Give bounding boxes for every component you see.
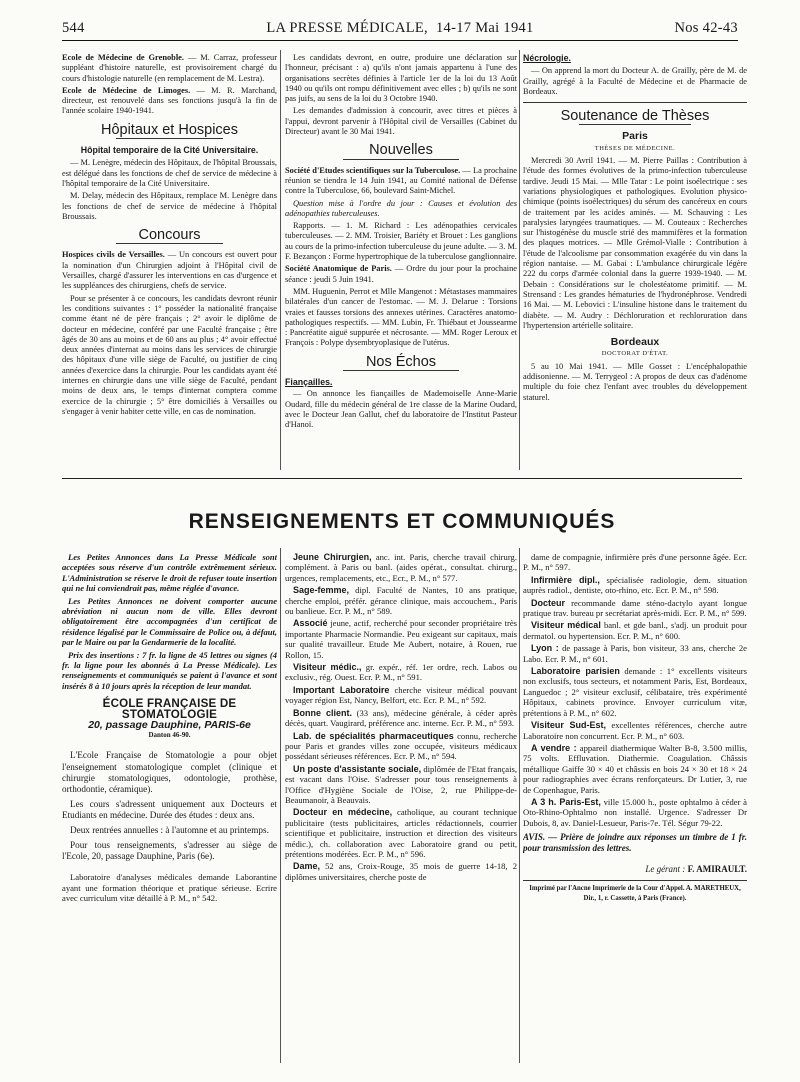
classified-ad xyxy=(523,797,747,828)
page-number: 544 xyxy=(62,20,85,36)
classified-ad-heading: Visiteur médic., xyxy=(293,662,362,673)
grenoble-text: — M. Carraz, professeur suppléant d'histoire naturelle, est provisoirement chargé du cours d'histologie naturelle (en remplacement de M. Lestra). xyxy=(62,53,277,83)
column-2 xyxy=(285,53,517,470)
classified-ad-text: diplômée de l'Etat français, est vacant dans l'Oise. S'adresser pour tous renseignements à l'Office d'Hygiène Sociale de l'Oise, 2, rue Philippe-de-Beaumanoir, à Beauvais. xyxy=(285,763,517,805)
gerant-name: F. AMIRAULT. xyxy=(687,863,747,874)
ecole-paragraph-1: L'Ecole Française de Stomatologie a pour objet l'enseignement stomatologique complet (clinique et chirurgie stomatologiques, odontologie, prothèse, orthodontie, céramique). xyxy=(62,750,277,794)
classified-ad xyxy=(523,720,747,741)
classified-ad-heading: A 3 h. Paris-Est, xyxy=(531,796,601,807)
bordeaux-theses: 5 au 10 Mai 1941. — Mlle Gosset : L'encéphalopathie addisonienne. — M. Terrygeol : A propos de deux cas d'adénome multiple du foie chez l'enfant avec troubles du développement staturel. xyxy=(523,361,747,402)
fiancailles-text: — On annonce les fiançailles de Mademoiselle Anne-Marie Oudard, fille du médecin général de 1re classe de la Marine Oudard, avec le Docteur Jean Gallut, chef du laboratoire de l'Institut Pasteur d'Hanoï. xyxy=(285,389,517,430)
classified-ad-text: spécialisée radiologie, dem. situation auprès radiol., dentiste, oto-rhino, etc. Ecr. P. M., n° 598. xyxy=(523,574,747,596)
tuberculose-text: — La prochaine réunion se tiendra le 14 Juin 1941, au Comité national de Défense contre la Tuberculose, 66, boulevard Saint-Michel. xyxy=(285,165,517,196)
ecole-paragraph-2: Les cours s'adressent uniquement aux Docteurs et Etudiants en médecine. Durée des études : deux ans. xyxy=(62,798,277,820)
issue-date: 14-17 Mai 1941 xyxy=(435,20,534,36)
classified-ad-text: excellentes références, cherche autre Laboratoire non concurrent. Ecr. P. M., n° 603. xyxy=(523,720,747,741)
classified-ad-text: dipl. Faculté de Nantes, 10 ans pratique, cherche emploi, préfér. gérance clinique, mais accouchem., Paris ou banlieue. Ecr. P. M., n° 589. xyxy=(285,585,517,617)
ecole-name: ÉCOLE FRANÇAISE DE STOMATOLOGIE xyxy=(102,697,237,721)
classified-ad xyxy=(523,666,747,718)
nouvelles-heading xyxy=(285,142,517,159)
imprint-line: Imprimé par l'Ancne Imprimerie de la Cour d'Appel. A. MARETHEUX, Dir., 1, r. Cassette, à Paris (France). xyxy=(523,880,747,905)
notice-paragraph-2: Les Petites Annonces ne doivent comporter aucune abréviation ni aucun nom de ville. Elles devront obligatoirement être accompagnées d'un certificat de résidence légalisé par le Commissaire de Police ou, à défaut, par le Maire ou par la Gendarmerie de la localité. xyxy=(62,595,277,648)
classified-ad xyxy=(285,662,517,683)
section-title: RENSEIGNEMENTS ET COMMUNIQUÉS xyxy=(188,510,616,533)
ecole-paragraph-4: Pour tous renseignements, s'adresser au siège de l'Ecole, 20, passage Dauphine, Paris (6e). xyxy=(62,840,277,862)
limoges-title: Ecole de Médecine de Limoges. xyxy=(62,85,191,95)
column-3 xyxy=(523,53,747,470)
bordeaux-heading: Bordeaux xyxy=(610,336,660,349)
theses-heading-text: Soutenance de Thèses xyxy=(560,108,710,125)
ecole-address: 20, passage Dauphine, PARIS-6e xyxy=(88,718,251,731)
cite-title: Hôpital temporaire de la Cité Universitaire. xyxy=(80,145,259,156)
echos-heading xyxy=(285,353,517,371)
classified-ad-heading: Docteur xyxy=(531,597,566,608)
classified-ad-text: de passage à Paris, bon visiteur, 33 ans, cherche 2e Labo. Ecr. P. M., n° 601. xyxy=(523,643,747,664)
demandes-paragraph: Les demandes d'admission à concourir, avec titres et pièces à l'appui, devront parvenir à l'Hôpital civil de Versailles (Cabinet du Directeur) avant le 30 Mai 1941. xyxy=(285,106,517,137)
anatomique-title: Société Anatomique de Paris. xyxy=(285,264,392,274)
classified-ad-heading: Infirmière dipl., xyxy=(531,574,600,585)
classified-ad-text: jeune, actif, recherché pour seconder propriétaire très importante Pharmacie Normandie. Peu exigeant sur capitaux, mais sur qualité travailleur. Etude Me Aubert, notaire, à Rouen, rue Rollon, 15. xyxy=(285,618,517,660)
cite-paragraph-1: — M. Lenègre, médecin des Hôpitaux, de l'hôpital Broussais, est délégué dans les fonctions de chef de service de médecine à l'hôpital temporaire de la Cité Universitaire. xyxy=(62,158,277,188)
classified-ad-text: 52 ans, Croix-Rouge, 35 mois de guerre 14-18, 2 diplômes universitaires, cherche poste de xyxy=(285,861,517,882)
classified-ad-heading: Un poste d'assistante sociale, xyxy=(293,763,422,774)
classified-ad-heading: Sage-femme, xyxy=(293,585,350,596)
classified-ad xyxy=(523,575,747,596)
necrologie-text: — On apprend la mort du Docteur A. de Grailly, père de M. de Grailly, agrégé à la Faculté de Médecine et de Pharmacie de Bordeaux. xyxy=(523,66,747,96)
notice-paragraph-1: Les Petites Annonces dans La Presse Médicale sont acceptées sous réserve d'un contrôle extrêmement sérieux. L'Administration se réserve le droit de refuser toute insertion qui ne lui conviendrait pas, même réglée d'avance. xyxy=(62,552,277,594)
issue-number: Nos 42-43 xyxy=(674,20,738,36)
classified-ad-text: catholique, au courant technique publicitaire (tests publicitaires, articles rédactionnels, courrier scientifique et publicitaire, instruction et direction des visiteurs médic.), ch. collaboration avec Laboratoire grand ou petit, prétentions modérées. Ecr. P. M., n° 596. xyxy=(285,807,517,859)
classified-ad-heading: Important Laboratoire xyxy=(293,684,390,695)
classified-ad-text: gr. expér., réf. 1er ordre, rech. Labos ou exclusiv., rég. Ouest. Ecr. P. M., n° 591. xyxy=(285,662,517,683)
classified-ad-heading: Bonne client. xyxy=(293,707,352,718)
classified-ad-text: anc. int. Paris, cherche travail chirurg. complément. à Paris ou banl. (aides opérat., consultat. chirurg., urgences, remplacements, etc., Ecr., P. M., n° 577. xyxy=(285,552,517,583)
annonces-column-3 xyxy=(523,552,747,1062)
classified-ad-text: (33 ans), médecine générale, à céder après décès, quart. Vaugirard, préférence anc. interne. Ecr. P. M., n° 593. xyxy=(285,707,517,729)
classified-ad-heading: Dame, xyxy=(293,861,321,872)
classified-ad xyxy=(285,861,517,882)
laboratoire-ad: Laboratoire d'analyses médicales demande Laborantine ayant une formation théorique et pratique sérieuse. Ecrire avec curriculum vitæ détaillé à P. M., n° 542. xyxy=(62,872,277,904)
classified-ad-heading: Associé xyxy=(293,618,328,629)
classified-ad-heading: Docteur en médecine, xyxy=(293,807,393,818)
tuberculose-question: Question mise à l'ordre du jour : Causes et évolution des adénopathies tuberculeuses. xyxy=(285,198,517,218)
classified-ad xyxy=(285,585,517,616)
classified-ad xyxy=(285,764,517,806)
cite-paragraph-2: M. Delay, médecin des Hôpitaux, remplace M. Lenègre dans les fonctions de chef de service de médecine à l'hôpital Broussais. xyxy=(62,191,277,221)
classified-ad-text: recommande dame sténo-dactylo ayant longue pratique trav. bureau pr secrétariat après-midi. Ecr. P. M., n° 599. xyxy=(523,597,747,619)
classified-ad-text: banl. et gde banl., s'adj. un produit pour dermatol. ou hypertension. Ecr. P. M., n° 600. xyxy=(523,620,747,641)
classified-ad xyxy=(523,643,747,664)
page-header xyxy=(62,18,738,41)
classified-ad xyxy=(285,708,517,729)
limoges-text: — M. R. Marchand, directeur, est renouvelé dans ses fonctions jusqu'à la fin de l'année scolaire 1940-1941. xyxy=(62,85,277,116)
grenoble-title: Ecole de Médecine de Grenoble. xyxy=(62,53,184,62)
avis-notice: AVIS. — Prière de joindre aux réponses un timbre de 1 fr. pour transmission des lettres. xyxy=(523,832,747,853)
classified-ad xyxy=(285,618,517,660)
classified-ad xyxy=(523,620,747,641)
concours-heading xyxy=(62,227,277,244)
classified-ad-text: dame de compagnie, infirmière près d'une personne âgée. Ecr. P. M., n° 597. xyxy=(523,552,747,573)
tuberculose-rapports: Rapports. — 1. M. Richard : Les adénopathies cervicales tuberculeuses. — 2. MM. Troisier, Bariéty et Brouet : Les ganglions au cours de la primo-infection tuberculeuse du jeune adulte. — 3. M. F. Bezançon : Forme hypertrophique de la tuberculose ganglionnaire. xyxy=(285,221,517,262)
ecole-telephone: Danton 46-90. xyxy=(148,731,191,740)
anatomique-text: — Ordre du jour pour la prochaine séance : jeudi 5 Juin 1941. xyxy=(285,264,517,284)
classified-ad-heading: Jeune Chirurgien, xyxy=(293,552,372,562)
tuberculose-notice xyxy=(285,166,517,197)
ecole-stomatologie-ad xyxy=(62,699,277,740)
classified-ad xyxy=(285,685,517,706)
bordeaux-subheading: DOCTORAT D'ÉTAT. xyxy=(601,350,669,358)
echos-heading-text: Nos Échos xyxy=(365,353,437,370)
versailles-conditions: Pour se présenter à ce concours, les candidats devront réunir les conditions suivantes : 1° posséder la nationalité française comme étant né de père français ; 2° avoir le diplôme de docteur en médecine, conféré par une Faculté française ; être âgés de 30 ans au moins et de 60 ans au plus ; 4° avoir effectué deux années d'internat au moins dans les services de chirurgie des hôpitaux d'une ville siège de Faculté, ou justifier de cinq années d'exercice dans la chirurgie. Pour les candidats ayant été internes en chirurgie dans une ville siège de Faculté, pendant moins de deux ans, le temps d'internat comptera comme exercice de la chirurgie ; 5° être domiciliés à Versailles ou s'engager à venir habiter cette ville, en cas de nomination. xyxy=(62,293,277,416)
classified-ad-heading: Visiteur Sud-Est, xyxy=(531,720,607,731)
fiancailles-title: Fiançailles. xyxy=(285,377,333,388)
classified-ad-text: connu, recherche pour Paris et grandes villes zone occupée, visiteurs médicaux possédant sérieuses références. Ecr. P. M., n° 594. xyxy=(285,730,517,762)
classified-ad xyxy=(285,731,517,762)
annonces-notice xyxy=(62,552,277,691)
classified-ad-heading: A vendre : xyxy=(531,742,577,753)
classified-ad xyxy=(285,552,517,583)
classified-ad xyxy=(523,552,747,573)
journal-title xyxy=(62,20,738,37)
column-divider xyxy=(280,50,281,470)
classified-ad xyxy=(523,598,747,619)
theses-heading xyxy=(523,108,747,125)
grenoble-notice xyxy=(62,53,277,84)
classified-ad-text: cherche visiteur médical pouvant voyager région Est, Nancy, Belfort, etc. Ecr. P. M., n° 592. xyxy=(285,684,517,706)
versailles-text: — Un concours est ouvert pour la nomination d'un Chirurgien adjoint à l'Hôpital civil de Versailles, chargé d'assurer les interventions en cas d'urgence et les suppléances des chirurgiens, chefs de service. xyxy=(62,250,277,291)
classified-ad-text: demande : 1° excellents visiteurs non exclusifs, tous secteurs, et notamment Paris, Est, Bordeaux, Languedoc ; 2° visiteur exclusif, célibataire, très expérimenté Hôpitaux, cabinets province. Envoyer curriculum vitæ, prétentions à P. M., n° 602. xyxy=(523,666,747,718)
column-divider xyxy=(519,50,520,470)
nouvelles-heading-text: Nouvelles xyxy=(369,142,433,159)
paris-subheading: THÈSES DE MÉDECINE. xyxy=(594,144,676,152)
classified-ad-text: ville 15.000 h., poste ophtalmo à céder à Oto-Rhino-Ophtalmo non installé. Urgence. S'adresser Dr Dubois, 8, av. Daniel-Lesueur, Paris-7e. Tél. Ségur 79-22. xyxy=(523,796,747,828)
anatomique-notice xyxy=(285,264,517,285)
section-divider xyxy=(62,478,742,479)
necrologie-box xyxy=(523,53,747,103)
paris-heading: Paris xyxy=(622,130,648,143)
journal-name: LA PRESSE MÉDICALE, xyxy=(266,20,428,36)
concours-heading-text: Concours xyxy=(138,227,201,244)
classified-ad-heading: Visiteur médical xyxy=(531,620,601,631)
notice-paragraph-3: Prix des insertions : 7 fr. la ligne de 45 lettres ou signes (4 fr. la ligne pour les abonnés à La Presse Médicale). Les renseignements et communiqués se paient à l'avance et sont insérés 8 à 10 jours après la réception de leur mandat. xyxy=(62,649,277,691)
hopitaux-heading xyxy=(62,121,277,139)
hopitaux-heading-text: Hôpitaux et Hospices xyxy=(100,121,238,138)
classified-ad-heading: Lab. de spécialités pharmaceutiques xyxy=(293,730,454,741)
gerant-line xyxy=(523,864,747,874)
ecole-paragraph-3: Deux rentrées annuelles : à l'automne et au printemps. xyxy=(70,825,269,836)
classified-ad-text: appareil diathermique Walter B-8, 3.500 millis, 75 volts. Effluvation. Diathermie. Coagulation. Châssis métallique Gaiffe 30 × 40 et châssis en bois 24 × 30 et 18 × 24 pour radiographies avec écrans renforçateurs. Dr Lutier, 3, rue de Copenhague, Paris. xyxy=(523,742,747,795)
classified-ad-heading: Lyon : xyxy=(531,643,559,654)
limoges-notice xyxy=(62,86,277,117)
ecole-body xyxy=(62,750,277,862)
anatomique-list: MM. Huguenin, Perrot et Mlle Mangenot : Métastases mammaires bilatérales d'un cancer de l'estomac. — M. J. Delarue : Torsions vraies et fausses torsions des annexes utérines. Caractères anatomo-pathologiques respectifs. — MM. Lubin, Fr. Thiébaut et Joussearme : Pancréatite aiguë suppurée et nécrosante. — MM. Roger Leroux et François : Polype dysembryoplasique de l'utérus. xyxy=(285,286,517,348)
tuberculose-title: Société d'Etudes scientifiques sur la Tuberculose. xyxy=(285,165,461,175)
gerant-label: Le gérant : xyxy=(645,863,686,874)
annonces-column-1 xyxy=(62,552,277,1062)
classified-ad-heading: Laboratoire parisien xyxy=(531,666,620,677)
necrologie-title: Nécrologie. xyxy=(523,53,571,63)
column-divider xyxy=(280,548,281,1063)
paris-theses-list: Mercredi 30 Avril 1941. — M. Pierre Paillas : Contribution à l'étude des formes évolutives de la primo-infection tuberculeuse tardive. Jeudi 15 Mai. — Mlle Tatar : Le point isoélectrique : ses variations physiologiques et pathologiques. Evolution physico-chimique (points isoélectriques) du sérum des cancéreux en cours de traitement par les acides aminés. — M. Schauving : Les paralysies laryngées traumatiques. — M. Couteaux : Recherches sur l'histogénèse du muscle strié des mammifères et la formation des plaques motrices. — Mlle Grémol-Vialle : Contribution à l'étude de l'alcoolisme par consommation exagérée du vin dans la région nantaise. — M. Gabai : L'ambulance chirurgicale légère 222 du corps d'armée colonial dans la guerre 1939-1940. — M. Debain : Considérations sur le cholestéatome primitif. — M. Strensand : Les grandes hématuries de l'hydronéphrose. Vendredi 16 Mai. — M. Lebovici : L'insuline histone dans le traitement du diabète. — M. Audry : Déchloruration et rechloruration dans l'hypertension artérielle solitaire. xyxy=(523,156,747,330)
classified-ad xyxy=(523,743,747,795)
declaration-paragraph: Les candidats devront, en outre, produire une déclaration sur l'honneur, précisant : a) qu'ils n'ont jamais appartenu à l'une des organisations secrètes définies à l'article 1er de la loi du 13 Août 1940 ou qu'ils ont rompu définitivement avec elles ; b) qu'ils ne sont pas juifs, au sens de la loi du 3 Octobre 1940. xyxy=(285,53,517,104)
column-1 xyxy=(62,53,277,470)
versailles-notice xyxy=(62,250,277,291)
column-divider xyxy=(519,548,520,1063)
annonces-column-2 xyxy=(285,552,517,1062)
classified-ad xyxy=(285,807,517,859)
versailles-title: Hospices civils de Versailles. xyxy=(62,250,165,260)
